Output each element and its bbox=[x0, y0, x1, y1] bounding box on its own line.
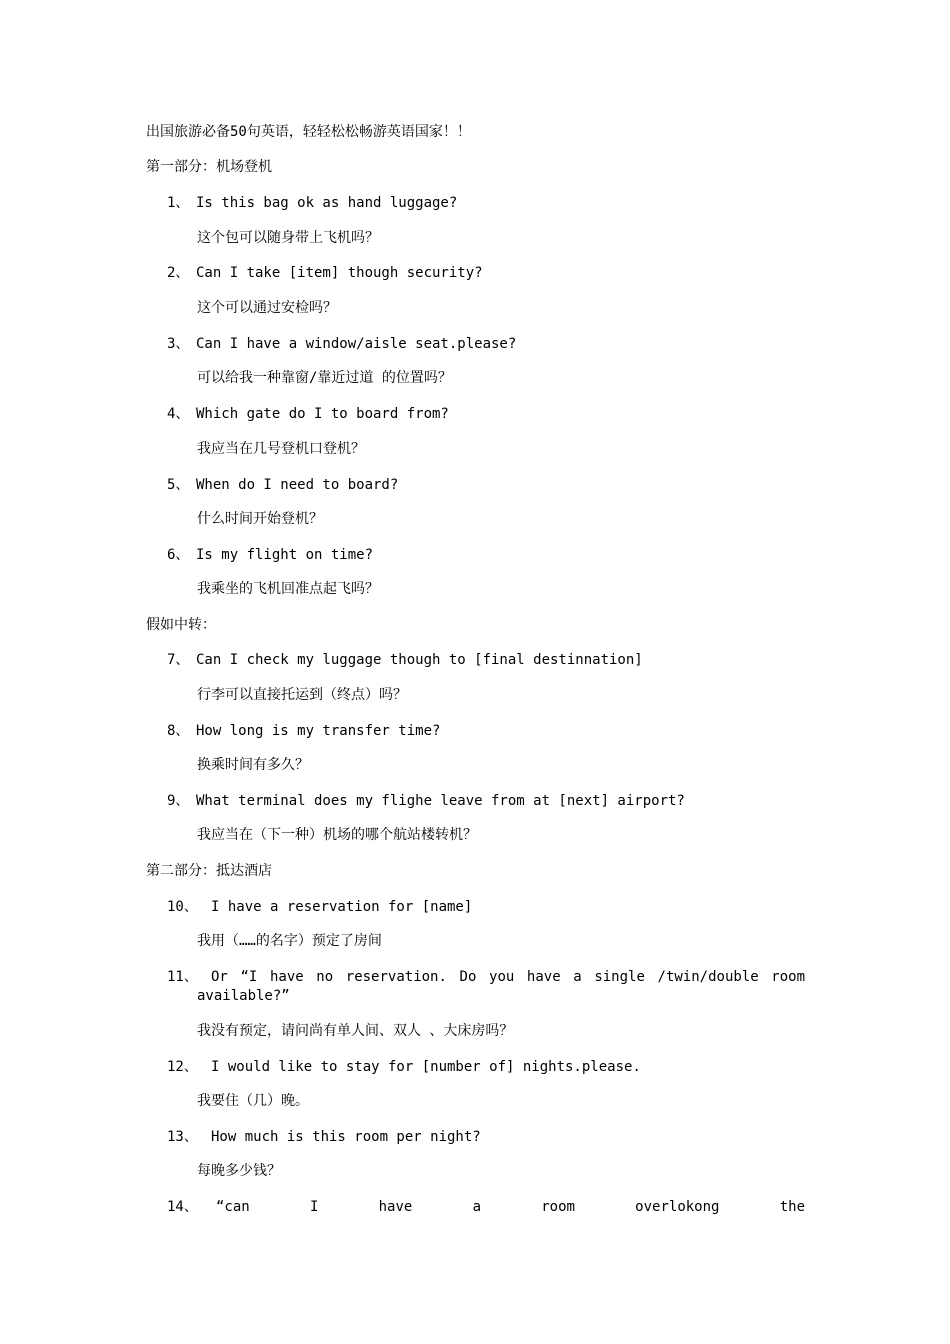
item-number: 5、 bbox=[167, 477, 190, 493]
item-number: 11、 bbox=[167, 969, 198, 985]
item-english: Can I have a window/aisle seat.please? bbox=[196, 336, 517, 352]
item-number: 14、 bbox=[167, 1199, 198, 1215]
item-translation: 我用（……的名字）预定了房间 bbox=[197, 933, 382, 949]
item-translation: 我没有预定，请问尚有单人间、双人 、大床房吗？ bbox=[197, 1023, 514, 1039]
item-number: 4、 bbox=[167, 406, 190, 422]
item-translation: 这个可以通过安检吗？ bbox=[197, 300, 337, 316]
item-english-line-2: available?” bbox=[197, 988, 290, 1004]
item-number: 2、 bbox=[167, 265, 190, 281]
item-english: When do I need to board? bbox=[196, 477, 399, 493]
item-translation: 这个包可以随身带上飞机吗？ bbox=[197, 230, 379, 246]
list-item bbox=[167, 651, 643, 670]
item-number: 6、 bbox=[167, 547, 190, 563]
item-translation: 可以给我一种靠窗/靠近过道 的位置吗？ bbox=[197, 370, 452, 386]
list-item bbox=[167, 1128, 481, 1147]
list-item bbox=[167, 335, 516, 354]
item-english-line-1: Or “I have no reservation. Do you have a single /twin/double room bbox=[211, 969, 805, 985]
list-item bbox=[167, 476, 398, 495]
document-title: 出国旅游必备50句英语，轻轻松松畅游英语国家！！ bbox=[146, 124, 471, 140]
item-translation: 我应当在（下一种）机场的哪个航站楼转机？ bbox=[197, 827, 477, 843]
list-item bbox=[167, 1058, 641, 1077]
item-translation: 什么时间开始登机？ bbox=[197, 511, 323, 527]
item-translation: 我要住（几）晚。 bbox=[197, 1093, 309, 1109]
item-english: Is this bag ok as hand luggage? bbox=[196, 195, 458, 211]
list-item bbox=[167, 405, 449, 424]
item-translation: 每晚多少钱？ bbox=[197, 1163, 281, 1179]
item-number: 9、 bbox=[167, 793, 190, 809]
list-item bbox=[167, 1198, 211, 1217]
list-item bbox=[167, 968, 211, 987]
item-translation: 我应当在几号登机口登机？ bbox=[197, 441, 365, 457]
item-english: “can I have a room overlokong the bbox=[216, 1199, 805, 1215]
item-english: Can I check my luggage though to [final destinnation] bbox=[196, 652, 643, 668]
item-english: How long is my transfer time? bbox=[196, 723, 441, 739]
list-item bbox=[167, 898, 472, 917]
item-number: 12、 bbox=[167, 1059, 198, 1075]
item-number: 8、 bbox=[167, 723, 190, 739]
item-number: 3、 bbox=[167, 336, 190, 352]
item-translation: 我乘坐的飞机回准点起飞吗？ bbox=[197, 581, 379, 597]
list-item bbox=[167, 264, 483, 283]
item-english: I would like to stay for [number of] nights.please. bbox=[211, 1059, 641, 1075]
item-english: How much is this room per night? bbox=[211, 1129, 481, 1145]
section-heading: 假如中转： bbox=[146, 617, 216, 633]
item-number: 10、 bbox=[167, 899, 198, 915]
list-item bbox=[167, 546, 373, 565]
section-heading: 第二部分：抵达酒店 bbox=[146, 863, 272, 879]
item-english: Which gate do I to board from? bbox=[196, 406, 449, 422]
item-translation: 行李可以直接托运到（终点）吗？ bbox=[197, 687, 407, 703]
list-item bbox=[167, 194, 457, 213]
item-english: I have a reservation for [name] bbox=[211, 899, 473, 915]
item-english: Can I take [item] though security? bbox=[196, 265, 483, 281]
section-heading: 第一部分：机场登机 bbox=[146, 159, 272, 175]
item-number: 7、 bbox=[167, 652, 190, 668]
list-item bbox=[167, 722, 440, 741]
list-item bbox=[167, 792, 685, 811]
item-number: 1、 bbox=[167, 195, 190, 211]
item-english: Is my flight on time? bbox=[196, 547, 374, 563]
item-english: What terminal does my flighe leave from at [next] airport? bbox=[196, 793, 685, 809]
item-number: 13、 bbox=[167, 1129, 198, 1145]
item-translation: 换乘时间有多久？ bbox=[197, 757, 309, 773]
